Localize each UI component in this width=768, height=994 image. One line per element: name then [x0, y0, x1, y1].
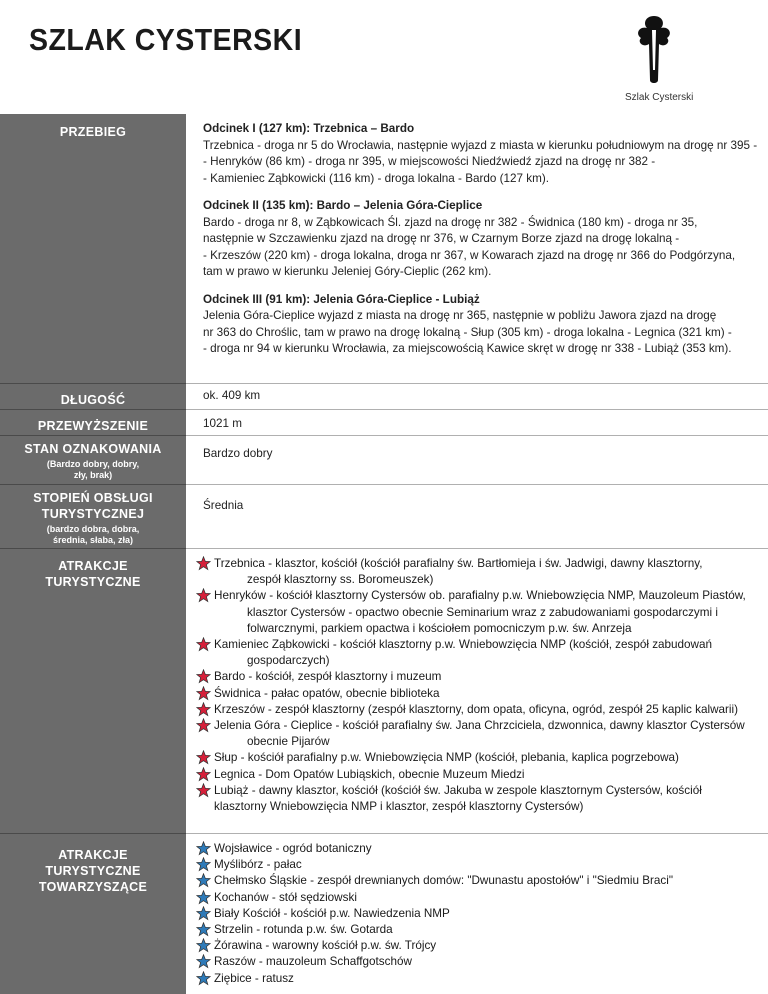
- route-segment-line: - Kamieniec Ząbkowicki (116 km) - droga lokalna - Bardo (127 km).: [203, 171, 549, 185]
- attraction-text: Krzeszów - zespół klasztorny (zespół klasztorny, dom opata, oficyna, ogród, zespół 25 kaplic kalwarii): [214, 702, 738, 716]
- side-attraction-text: Biały Kościół - kościół p.w. Nawiedzenia NMP: [214, 906, 450, 920]
- route-description: [203, 121, 763, 369]
- attraction-item: [196, 718, 766, 750]
- attraction-item: [196, 783, 766, 815]
- attraction-text: Bardo - kościół, zespół klasztorny i muzeum: [214, 670, 442, 684]
- label-obsluga: STOPIEŃ OBSŁUGI TURYSTYCZNEJ (bardzo dobra, dobra, średnia, słaba, zła): [33, 491, 153, 545]
- side-attraction-item: [196, 922, 766, 938]
- star-icon: [196, 857, 211, 872]
- attraction-text: Kamieniec Ząbkowicki - kościół klasztorny p.w. Wniebowzięcia NMP (kościół, zespół zabudowań: [214, 638, 713, 652]
- route-segment-line: Trzebnica - droga nr 5 do Wrocławia, następnie wyjazd z miasta w kierunku południowym na drogę nr 395 -: [203, 138, 758, 152]
- route-segment-line: - Henryków (86 km) - droga nr 395, w miejscowości Niedźwiedź zjazd na drogę nr 382 -: [203, 155, 656, 168]
- side-attraction-text: Myślibórz - pałac: [214, 858, 302, 872]
- attraction-text: Jelenia Góra - Cieplice - kościół parafialny św. Jana Chrzciciela, dzwonnica, dawny klasztor Cystersów: [214, 719, 745, 733]
- route-segment: [203, 292, 763, 358]
- side-attraction-item: [196, 857, 766, 873]
- page-title: SZLAK CYSTERSKI: [29, 22, 303, 57]
- label-dlugosc: DŁUGOŚĆ: [60, 393, 126, 407]
- side-attraction-item: [196, 841, 766, 857]
- route-segment-line: Jelenia Góra-Cieplice wyjazd z miasta na drogę nr 365, następnie w pobliżu Jawora zjazd na drogę: [203, 309, 717, 322]
- route-segment-line: tam w prawo w kierunku Jeleniej Góry-Cieplic (262 km).: [203, 265, 492, 278]
- side-attraction-text: Kochanów - stół sędziowski: [214, 890, 357, 904]
- star-icon: [196, 686, 211, 701]
- side-attraction-item: [196, 906, 766, 922]
- star-icon: [196, 556, 211, 571]
- attraction-item: [196, 750, 766, 766]
- side-attraction-text: Wojsławice - ogród botaniczny: [214, 842, 372, 855]
- logo: [605, 10, 715, 105]
- route-segment-line: następnie w Szczawienku zjazd na drogę nr 376, w Czarnym Borze zjazd na drogę lokalną -: [203, 232, 680, 245]
- route-segment-line: nr 363 do Chroślic, tam w prawo na drogę lokalną - Słup (305 km) - droga lokalna - Legnica (321 km) -: [203, 325, 732, 339]
- attraction-text: Świdnica - pałac opatów, obecnie biblioteka: [214, 686, 440, 700]
- label-przebieg: PRZEBIEG: [59, 125, 127, 139]
- attraction-item: [196, 588, 766, 637]
- side-attraction-text: Żórawina - warowny kościół p.w. św. Trójcy: [214, 939, 437, 953]
- star-icon: [196, 954, 211, 969]
- attraction-item: [196, 702, 766, 718]
- elevation-value: 1021 m: [203, 417, 242, 430]
- star-icon: [196, 841, 211, 856]
- star-icon: [196, 718, 211, 733]
- side-attraction-text: Ziębice - ratusz: [214, 971, 294, 985]
- star-icon: [196, 938, 211, 953]
- attraction-item: [196, 686, 766, 702]
- route-segment-heading: Odcinek I (127 km): Trzebnica – Bardo: [203, 122, 415, 135]
- star-icon: [196, 971, 211, 986]
- attraction-item: [196, 556, 766, 588]
- cistercian-cross-icon: [633, 10, 675, 88]
- star-icon: [196, 906, 211, 921]
- label-przewyzszenie: PRZEWYŻSZENIE: [37, 419, 149, 433]
- side-attraction-text: Strzelin - rotunda p.w. św. Gotarda: [214, 923, 393, 937]
- attraction-text: klasztorny Wniebowzięcia NMP i klasztor, zespół klasztorny Cystersów): [214, 800, 584, 814]
- attraction-item: [196, 637, 766, 669]
- side-attraction-text: Chełmsko Śląskie - zespół drewnianych domów: "Dwunastu apostołów" i "Siedmiu Braci": [214, 874, 673, 888]
- label-towarzyszace: ATRAKCJE TURYSTYCZNE TOWARZYSZĄCE: [38, 848, 148, 894]
- star-icon: [196, 702, 211, 717]
- route-segment: [203, 198, 763, 281]
- route-segment-line: Bardo - droga nr 8, w Ząbkowicach Śl. zjazd na drogę nr 382 - Świdnica (180 km) - droga nr 35,: [203, 215, 698, 229]
- route-segment: [203, 121, 763, 187]
- service-value: Średnia: [203, 499, 244, 512]
- star-icon: [196, 588, 211, 603]
- side-attraction-item: [196, 954, 766, 970]
- attraction-text: Henryków - kościół klasztorny Cystersów ob. parafialny p.w. Wniebowzięcia NMP, Mauzoleum Piastów,: [214, 589, 746, 603]
- star-icon: [196, 783, 211, 798]
- attraction-item: [196, 767, 766, 783]
- attractions-list: [196, 556, 766, 815]
- side-attraction-item: [196, 890, 766, 906]
- logo-text: Szlak Cysterski: [625, 92, 694, 103]
- route-segment-heading: Odcinek II (135 km): Bardo – Jelenia Góra-Cieplice: [203, 199, 483, 212]
- attraction-text: zespół klasztorny ss. Boromeuszek): [247, 573, 434, 587]
- label-atrakcje: ATRAKCJE TURYSTYCZNE: [45, 559, 141, 589]
- star-icon: [196, 890, 211, 905]
- route-segment-heading: Odcinek III (91 km): Jelenia Góra-Cieplice - Lubiąż: [203, 292, 480, 306]
- attraction-text: Legnica - Dom Opatów Lubiąskich, obecnie Muzeum Miedzi: [214, 767, 525, 781]
- length-value: ok. 409 km: [203, 389, 261, 402]
- star-icon: [196, 767, 211, 782]
- signage-value: Bardzo dobry: [203, 447, 273, 460]
- route-segment-line: - Krzeszów (220 km) - droga lokalna, droga nr 367, w Kowarach zjazd na drogę nr 366 do Podgórzyna,: [203, 248, 736, 262]
- route-segment-line: - droga nr 94 w kierunku Wrocławia, za miejscowością Kawice skręt w drogę nr 338 - Lubiąż (353 km).: [203, 342, 732, 355]
- attraction-text: Lubiąż - dawny klasztor, kościół (kościół św. Jakuba w zespole klasztornym Cystersów, kościół: [214, 783, 702, 797]
- side-attraction-text: Raszów - mauzoleum Schaffgotschów: [214, 955, 412, 969]
- star-icon: [196, 669, 211, 684]
- attraction-text: klasztor Cystersów - opactwo obecnie Seminarium wraz z zabudowaniami gospodarczymi i: [247, 605, 718, 619]
- attraction-text: obecnie Pijarów: [247, 735, 330, 749]
- attraction-text: Trzebnica - klasztor, kościół (kościół parafialny św. Bartłomieja i św. Jadwigi, dawny klasztorny,: [214, 557, 703, 570]
- side-attraction-item: [196, 873, 766, 889]
- star-icon: [196, 873, 211, 888]
- label-oznakowanie: STAN OZNAKOWANIA (Bardzo dobry, dobry, zły, brak): [24, 442, 162, 480]
- attraction-text: gospodarczych): [247, 654, 330, 668]
- side-attraction-item: [196, 938, 766, 954]
- star-icon: [196, 750, 211, 765]
- side-attraction-item: [196, 971, 766, 987]
- attraction-item: [196, 669, 766, 685]
- side-attractions-list: [196, 841, 766, 987]
- star-icon: [196, 637, 211, 652]
- star-icon: [196, 922, 211, 937]
- attraction-text: folwarcznymi, parkiem opactwa i kościołem pomocniczym p.w. św. Anrzeja: [247, 621, 632, 635]
- attraction-text: Słup - kościół parafialny p.w. Wniebowzięcia NMP (kościół, plebania, kaplica pogrzebowa): [214, 751, 679, 765]
